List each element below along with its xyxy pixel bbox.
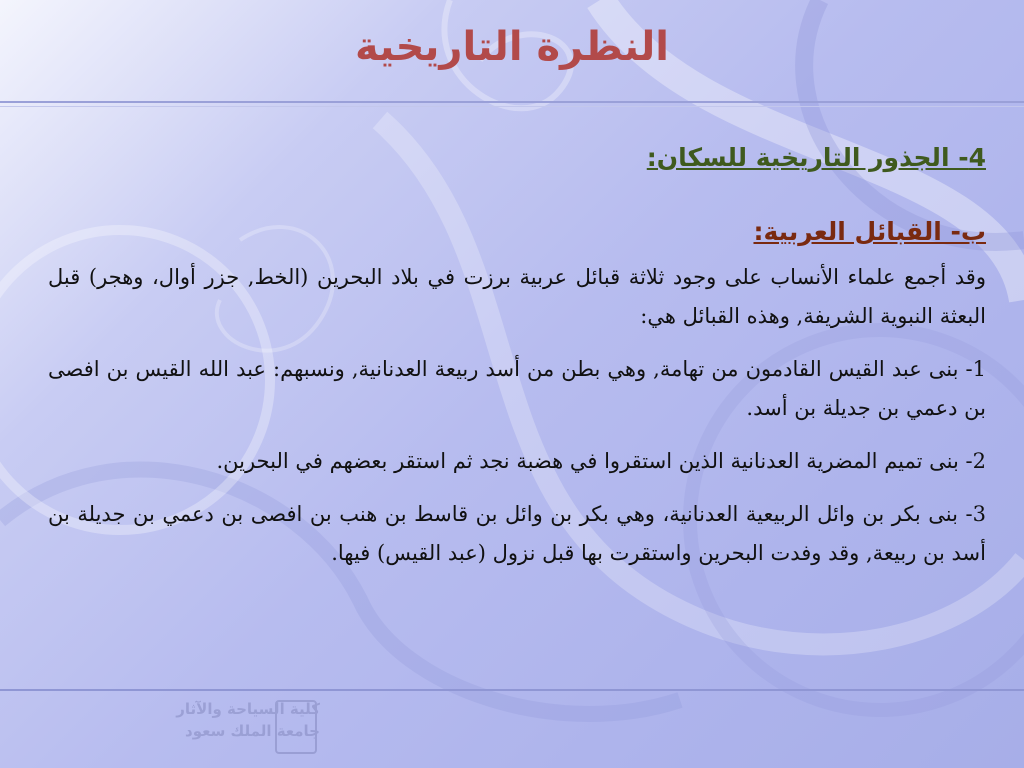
section-heading: 4- الجذور التاريخية للسكان: (646, 143, 986, 172)
tribe-item-3: 3- بنى بكر بن وائل الربيعية العدنانية، وهي بكر بن وائل بن قاسط بن هنب بن افصى بن دعمي بن جديلة بن أسد بن ربيعة, وقد وفدت البحرين واستقرت بها قبل نزول (عبد القيس) فيها. (48, 502, 986, 565)
tribe-item-2: 2- بنى تميم المضرية العدنانية الذين استقروا في هضبة نجد ثم استقر بعضهم في البحرين. (216, 449, 986, 473)
footer-divider (0, 689, 1024, 691)
college-logo (70, 696, 320, 756)
tribe-item-1: 1- بنى عبد القيس القادمون من تهامة, وهي بطن من أسد ربيعة العدنانية, ونسبهم: عبد الله القيس بن افصى بن دعمي بن جديلة بن أسد. (48, 357, 986, 420)
logo-line-1: كلية السياحة والآثار (176, 700, 320, 718)
title-divider-thin (0, 106, 1024, 107)
university-emblem-icon (275, 700, 317, 754)
intro-paragraph: وقد أجمع علماء الأنساب على وجود ثلاثة قبائل عربية برزت في بلاد البحرين (الخط, جزر أوال، وهجر) قبل البعثة النبوية الشريفة, وهذه القبائل هي: (48, 265, 986, 328)
subsection-heading: ب- القبائل العربية: (753, 217, 986, 246)
slide-body (48, 138, 986, 587)
logo-line-2: جامعة الملك سعود (185, 722, 320, 740)
title-divider (0, 101, 1024, 103)
slide-title: النظرة التاريخية (355, 24, 669, 70)
